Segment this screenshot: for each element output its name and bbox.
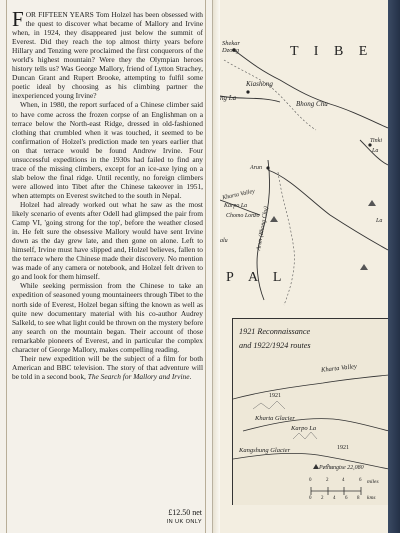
label-kiashong: Kiashong bbox=[246, 80, 273, 88]
inset-year-1: 1921 bbox=[269, 393, 281, 399]
flap-blurb bbox=[12, 7, 203, 381]
label-shekar: Shekar bbox=[222, 40, 241, 47]
label-nepal: P A L bbox=[226, 270, 288, 285]
label-bhong-chu: Bhong Chu bbox=[296, 100, 328, 108]
book-title: The Search for Mallory and Irvine bbox=[87, 371, 190, 381]
inset-year-2: 1921 bbox=[337, 445, 349, 451]
blurb-paragraph-3: Holzel had already worked out what he saw as the most likely scenario of events after Odell had glimpsed the pair from Camp VI, 'going strong for the top', before the weather closed in. He felt sure the obsessive Mallory would have sent Irvine down as the day grew late, and then gone on alone. Left to himself, Irvine must have slipped and, Holzel believes, fallen to the terrace where the Chinese made their discovery. No mention was made of any camera or notebook, and Holzel felt driven to go and look for them himself. bbox=[12, 199, 203, 282]
inset-map bbox=[232, 318, 389, 505]
blurb-p5-text: Their new expedition will be the subject of a film for both American and BBC television. The story of that adventure will be told in a second book, bbox=[12, 353, 203, 381]
label-alu: alu bbox=[220, 238, 228, 244]
inset-title-line1: 1921 Reconnaissance bbox=[239, 327, 311, 336]
inset-label-kharta-valley: Kharta Valley bbox=[320, 363, 358, 374]
scale-mile-0: 0 bbox=[309, 478, 312, 483]
river-bhong-chu bbox=[234, 50, 388, 128]
scale-miles-label: miles bbox=[367, 479, 379, 485]
scale-km-2: 2 bbox=[321, 496, 324, 501]
drop-cap: F bbox=[12, 7, 24, 31]
region-note: IN UK ONLY bbox=[166, 519, 202, 525]
inset-label-karpo-la: Karpo La bbox=[291, 425, 317, 432]
blurb-p1-text: OR FIFTEEN YEARS Tom Holzel has been obsessed with the quest to discover what became of Mallory and Irvine when, in 1924, they disappeared just below the summit of Everest. Did they reach the top almost thirty years before Hillary and Tenzing were proclaimed the first conquerors of the world's highest mountain? Were they the Olympian heroes history tells us? Was George Mallory, friend of Lytton Strachey, Duncan Grant and Rupert Brooke, attempting to fulfil some poetic ideal by choosing as his climbing partner the inexperienced young Irvine? bbox=[12, 10, 203, 101]
label-karpo-la: Karpo La bbox=[224, 203, 248, 209]
scale-km-8: 8 bbox=[357, 496, 360, 501]
blurb-paragraph-4: While seeking permission from the Chinese to take an expedition of seasoned young mountaineers through Tibet to the north side of Everest, Holzel began sifting the known as well as quite new documentary material with his co-author Audrey Salkeld, to see what light could be thrown on the mystery before any search on the mountain began. Their account of those remarkable pioneers of Everest, and in particular the complex character of George Mallory, makes compelling reading. bbox=[12, 281, 203, 354]
map-towns bbox=[232, 48, 371, 169]
scale-km-4: 4 bbox=[333, 496, 336, 501]
kangshung-route bbox=[233, 453, 389, 469]
scale-bar bbox=[311, 487, 361, 495]
label-tibet: T I B E bbox=[290, 44, 374, 59]
label-arun: Arun bbox=[250, 165, 262, 171]
scale-mile-6: 6 bbox=[359, 478, 362, 483]
inset-label-kangshung-glacier: Kangshung Glacier bbox=[239, 447, 291, 454]
label-la-west: ng La bbox=[220, 94, 237, 102]
inset-title-line2: and 1922/1924 routes bbox=[239, 341, 311, 350]
label-kharta-valley: Kharta Valley bbox=[221, 188, 256, 202]
cover-edge bbox=[388, 0, 400, 533]
blurb-p5-end: . bbox=[189, 371, 192, 381]
route-1921 bbox=[224, 60, 316, 130]
blurb-paragraph-1 bbox=[12, 7, 203, 101]
label-arun-bhong-chu: Arun (Bhong Chu) bbox=[256, 206, 270, 252]
ridge-1 bbox=[253, 401, 285, 409]
scale-mile-4: 4 bbox=[342, 478, 345, 483]
label-dzong: Dzong bbox=[222, 47, 239, 54]
label-tinki: Tinki bbox=[370, 138, 383, 144]
blurb-paragraph-2: When, in 1980, the report surfaced of a Chinese climber said to have come across the frozen corpse of an Englishman on a terrace below the North-east Ridge, dressed in old-fashioned clothing that crumbled when it was touched, it seemed to be confirmation of Holzel's prediction made ten years earlier that on that terrace would be found Andrew Irvine. Four unsuccessful expeditions in the 1930s had failed to find any trace of the missing climbers, except for an ice-axe lying on a slab below the final ridge. Until recently, no foreign climbers were allowed into Tibet after the Chinese takeover in 1951, when attempts on Everest switched to the south in Nepal. bbox=[12, 100, 203, 200]
road-kharta bbox=[268, 170, 388, 250]
flap-fold bbox=[213, 0, 220, 533]
ridge-2 bbox=[293, 432, 317, 439]
label-la-right: La bbox=[376, 218, 383, 224]
scale-km-6: 6 bbox=[345, 496, 348, 501]
price: £12.50 net bbox=[168, 508, 202, 517]
mountain-marks bbox=[270, 200, 376, 270]
inset-label-pethangtse: Pethangtse 22,080 bbox=[319, 465, 364, 471]
scale-mile-2: 2 bbox=[326, 478, 329, 483]
blurb-paragraph-5 bbox=[12, 354, 203, 381]
scale-km-label: kms bbox=[367, 495, 376, 501]
label-la-east: La bbox=[372, 148, 379, 154]
kharta-valley-route bbox=[233, 375, 389, 399]
label-chomo-lonzo: Chomo Lonzo bbox=[226, 213, 260, 219]
inset-label-kharta-glacier: Kharta Glacier bbox=[255, 415, 295, 422]
scale-km-0: 0 bbox=[309, 496, 312, 501]
